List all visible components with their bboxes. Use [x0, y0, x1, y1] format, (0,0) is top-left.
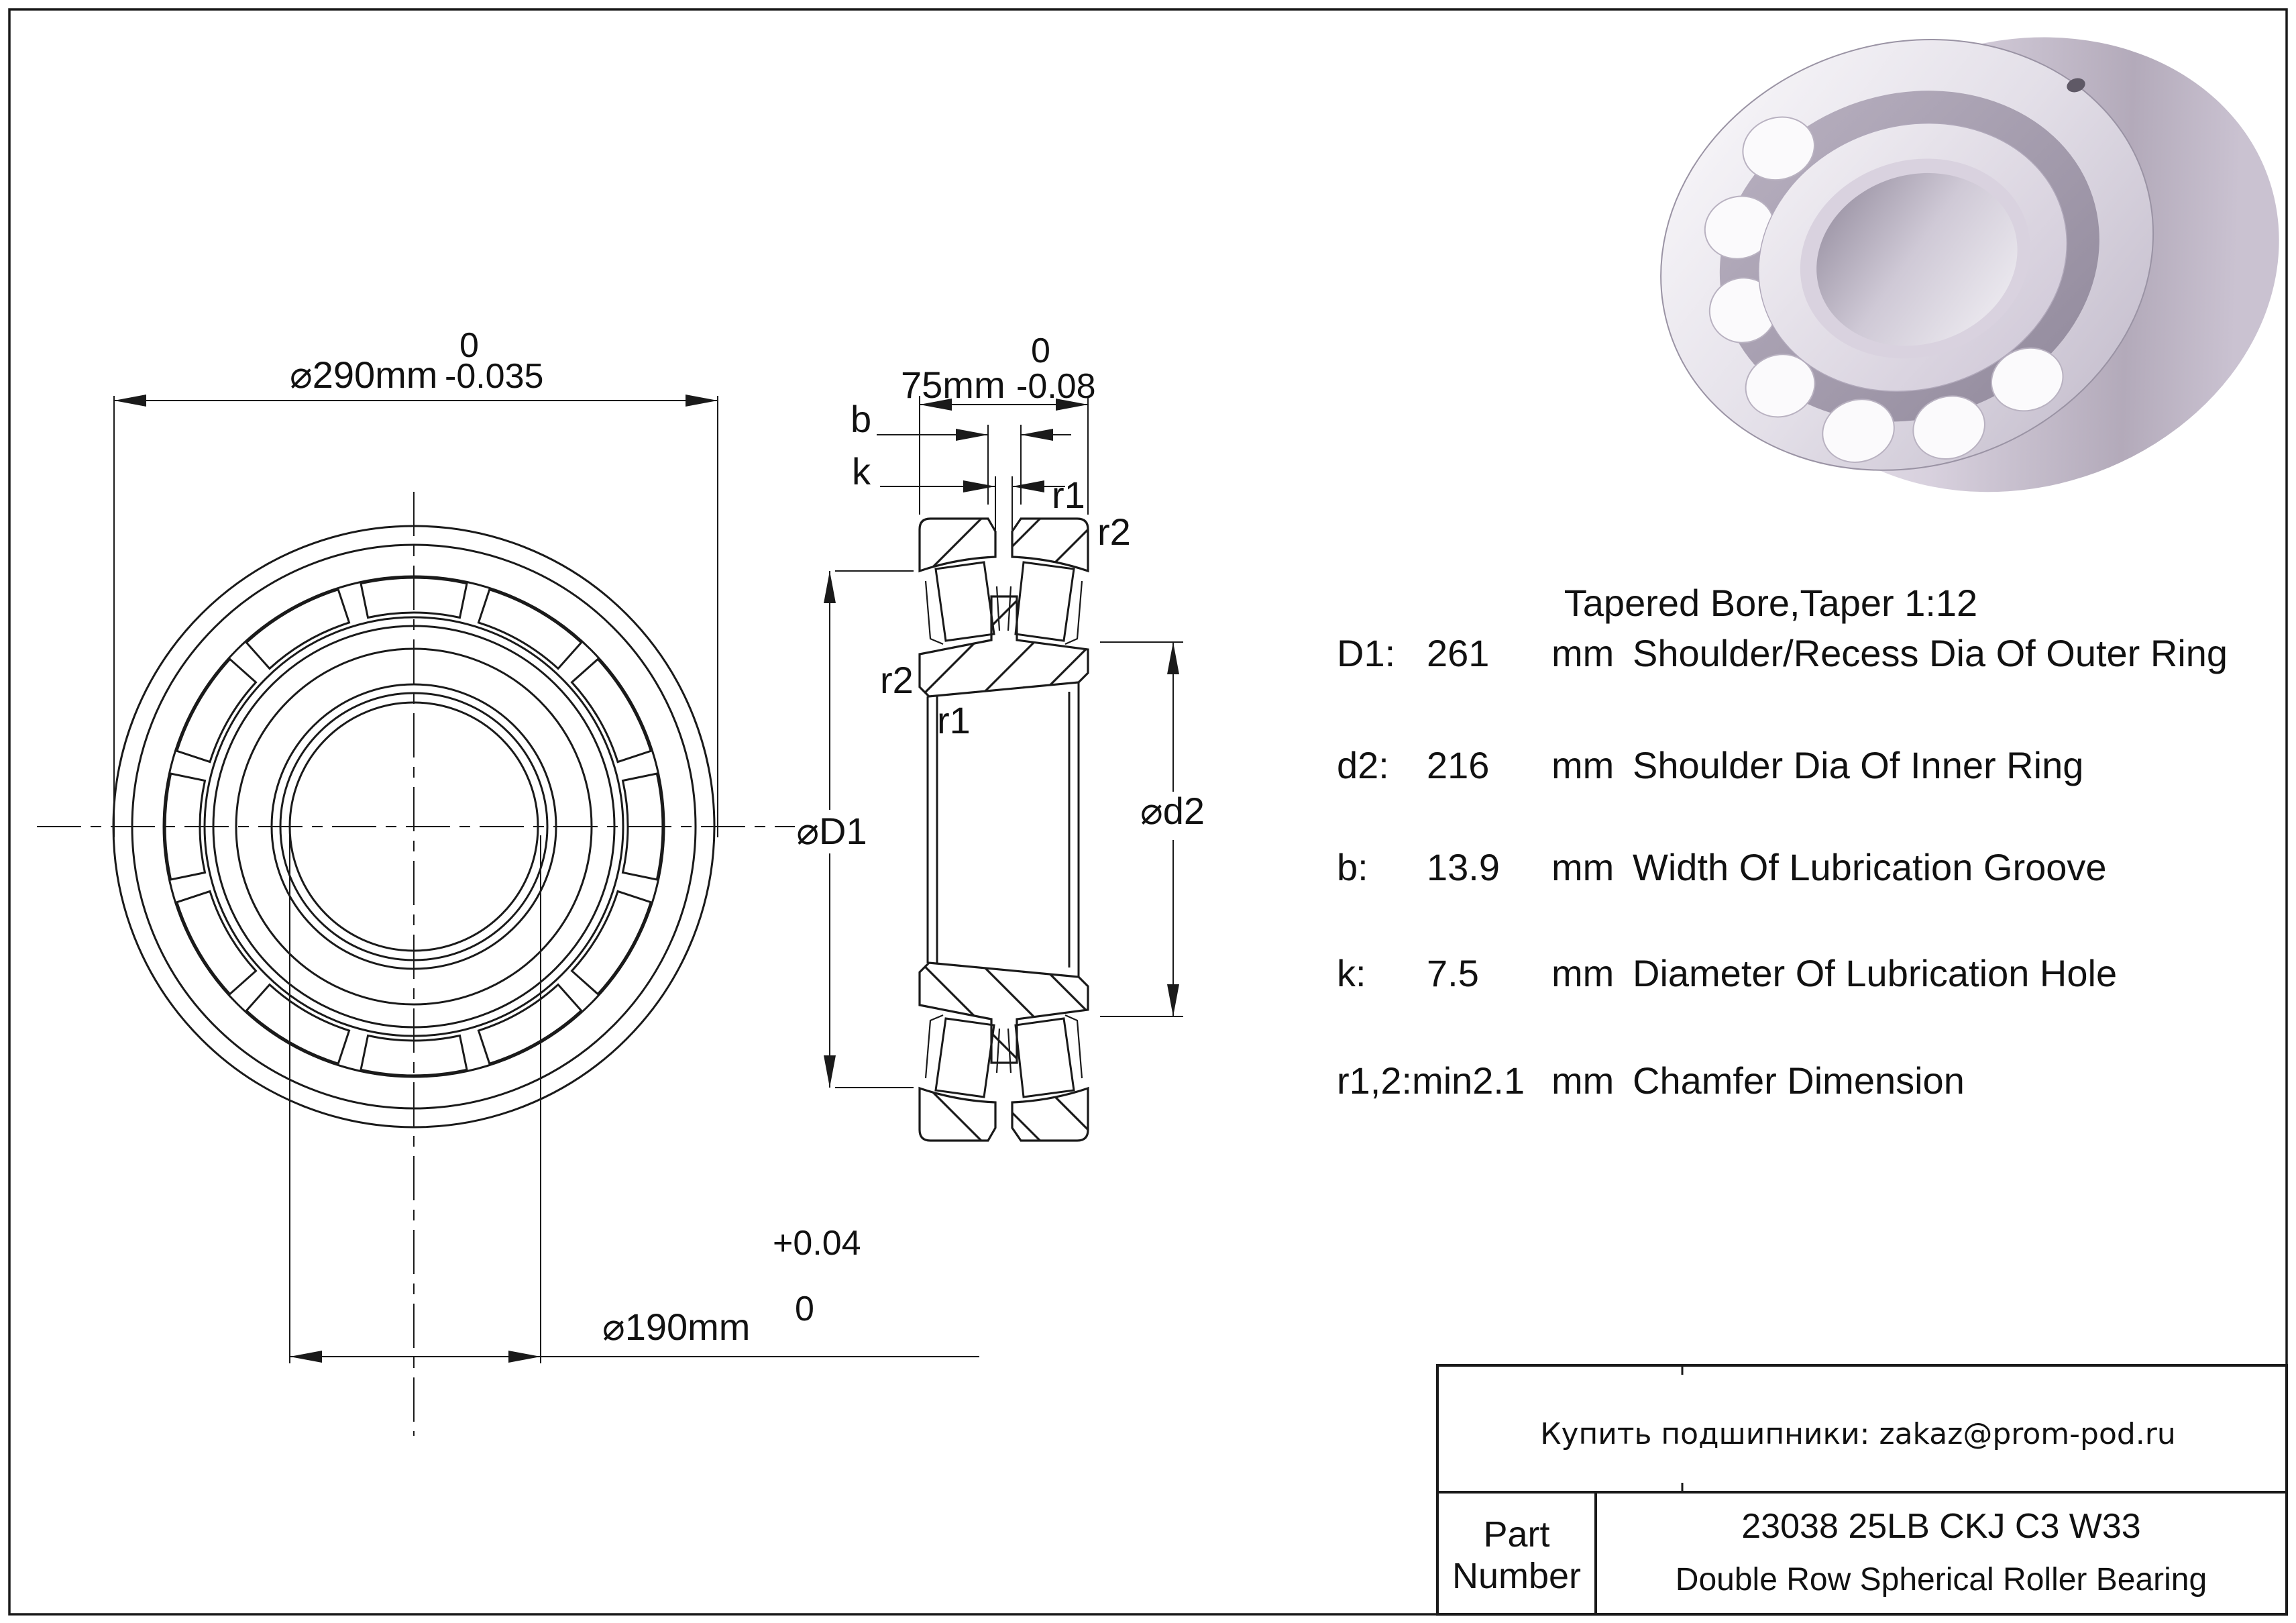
roller-section-right: [1016, 562, 1074, 641]
section-view: [920, 519, 1088, 1141]
label-r1-top: r1: [1052, 474, 1085, 516]
arrowhead-left: [1012, 480, 1044, 492]
dim-width-tol-upper: 0: [1031, 331, 1050, 370]
roller-section-left: [936, 562, 994, 641]
spec-row-b: [1337, 846, 2107, 888]
dim-bore-tol-upper: +0.04: [773, 1224, 861, 1263]
spec-unit: mm: [1551, 744, 1615, 786]
spec-label: r1,2:min2.1: [1337, 1059, 1525, 1102]
spec-label: d2:: [1337, 744, 1389, 786]
dim-outer-tol-upper: 0: [459, 326, 479, 365]
arrowhead-left: [114, 395, 146, 407]
spec-unit: mm: [1551, 952, 1615, 994]
bearing-3d-render: [1604, 0, 2296, 584]
spec-desc: Shoulder Dia Of Inner Ring: [1633, 744, 2084, 786]
label-r2-left: r2: [880, 659, 914, 701]
dim-D1: [796, 571, 914, 1088]
spec-value: 13.9: [1427, 846, 1500, 888]
order-note: Купить подшипники: zakaz@prom-pod.ru: [1540, 1417, 2176, 1451]
spec-value: 216: [1427, 744, 1490, 786]
part-description: Double Row Spherical Roller Bearing: [1675, 1562, 2207, 1598]
dim-width-text: 75mm: [901, 364, 1005, 406]
dim-width-tol-lower: -0.08: [1016, 367, 1096, 406]
dim-bore-tol-lower: 0: [795, 1290, 814, 1328]
spec-value: 7.5: [1427, 952, 1479, 994]
arrowhead-right: [963, 480, 995, 492]
spec-desc: Chamfer Dimension: [1633, 1059, 1965, 1102]
spec-label: D1:: [1337, 632, 1396, 674]
arrowhead-right: [508, 1351, 541, 1363]
arrowhead-down: [824, 1055, 836, 1088]
spec-unit: mm: [1551, 846, 1615, 888]
label-k: k: [852, 450, 871, 492]
label-b: b: [851, 398, 872, 440]
spec-title: Tapered Bore,Taper 1:12: [1564, 582, 1978, 624]
label-D1: ⌀D1: [796, 810, 867, 852]
part-label-line1: Part: [1483, 1514, 1550, 1555]
dim-outer-text: ⌀290mm: [290, 354, 438, 396]
label-r2-top-right: r2: [1097, 511, 1131, 553]
spec-unit: mm: [1551, 632, 1615, 674]
title-block: [1437, 1365, 2287, 1614]
front-view: [37, 492, 795, 1436]
section-top-half: [920, 519, 1088, 830]
spec-row-k: [1337, 952, 2117, 994]
arrowhead-right: [956, 429, 988, 441]
arrowhead-right: [686, 395, 718, 407]
part-number: 23038 25LB CKJ C3 W33: [1741, 1507, 2141, 1546]
part-label-line2: Number: [1452, 1556, 1582, 1596]
label-d2: ⌀d2: [1140, 790, 1205, 832]
spec-desc: Shoulder/Recess Dia Of Outer Ring: [1633, 632, 2228, 674]
dim-outer-tol-lower: -0.035: [445, 357, 544, 396]
spec-desc: Diameter Of Lubrication Hole: [1633, 952, 2118, 994]
arrowhead-down: [1167, 984, 1179, 1016]
dim-bore-text: ⌀190mm: [602, 1306, 751, 1348]
dim-d2: [1100, 642, 1205, 1016]
spec-value: 261: [1427, 632, 1490, 674]
spec-row-r12: [1337, 1059, 1965, 1102]
arrowhead-up: [1167, 642, 1179, 674]
spec-row-D1: [1337, 632, 2228, 674]
spec-unit: mm: [1551, 1059, 1615, 1102]
spec-row-d2: [1337, 744, 2083, 786]
spec-label: b:: [1337, 846, 1368, 888]
label-r1-left: r1: [937, 699, 971, 741]
spec-label: k:: [1337, 952, 1366, 994]
arrowhead-left: [290, 1351, 322, 1363]
section-bottom-half: [920, 829, 1088, 1141]
spec-desc: Width Of Lubrication Groove: [1633, 846, 2107, 888]
arrowhead-left: [1021, 429, 1053, 441]
arrowhead-up: [824, 571, 836, 603]
spec-table: [1337, 582, 2228, 1102]
